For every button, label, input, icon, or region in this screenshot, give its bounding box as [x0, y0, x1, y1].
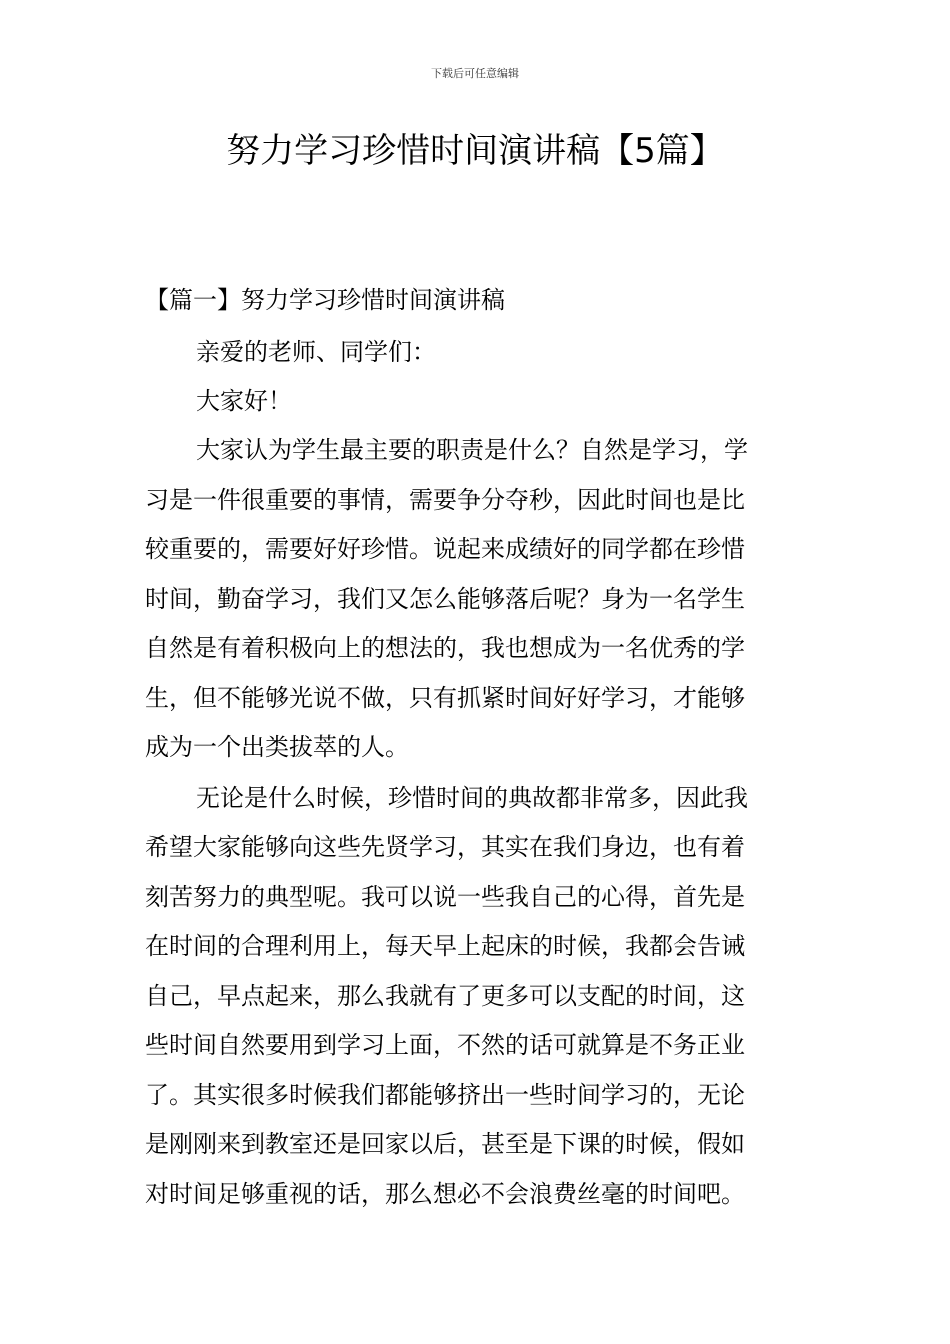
body-line: 时间，勤奋学习，我们又怎么能够落后呢？身为一名学生: [145, 585, 745, 613]
body-line: 希望大家能够向这些先贤学习，其实在我们身边，也有着: [145, 833, 745, 861]
body-line: 在时间的合理利用上，每天早上起床的时候，我都会告诫: [145, 932, 745, 960]
body-line: 较重要的，需要好好珍惜。说起来成绩好的同学都在珍惜: [145, 535, 745, 563]
body-line: 对时间足够重视的话，那么想必不会浪费丝毫的时间吧。: [145, 1180, 745, 1208]
body-line: 大家认为学生最主要的职责是什么？自然是学习，学: [196, 436, 748, 464]
section-heading: 【篇一】努力学习珍惜时间演讲稿: [145, 286, 505, 314]
document-title: 努力学习珍惜时间演讲稿【5篇】: [226, 131, 724, 171]
body-line: 生，但不能够光说不做，只有抓紧时间好好学习，才能够: [145, 684, 745, 712]
body-line: 刻苦努力的典型呢。我可以说一些我自己的心得，首先是: [145, 883, 745, 911]
body-line-greeting: 大家好！: [196, 387, 292, 415]
body-line: 自然是有着积极向上的想法的，我也想成为一名优秀的学: [145, 634, 745, 662]
body-line: 些时间自然要用到学习上面，不然的话可就算是不务正业: [145, 1031, 745, 1059]
body-line: 是刚刚来到教室还是回家以后，甚至是下课的时候，假如: [145, 1130, 745, 1158]
body-line: 成为一个出类拔萃的人。: [145, 733, 409, 761]
body-line: 了。其实很多时候我们都能够挤出一些时间学习的，无论: [145, 1081, 745, 1109]
body-line: 无论是什么时候，珍惜时间的典故都非常多，因此我: [196, 784, 748, 812]
body-line-salutation: 亲爱的老师、同学们：: [196, 338, 436, 366]
body-line: 习是一件很重要的事情，需要争分夺秒，因此时间也是比: [145, 486, 745, 514]
header-note: 下载后可任意编辑: [431, 67, 519, 80]
body-line: 自己，早点起来，那么我就有了更多可以支配的时间，这: [145, 982, 745, 1010]
